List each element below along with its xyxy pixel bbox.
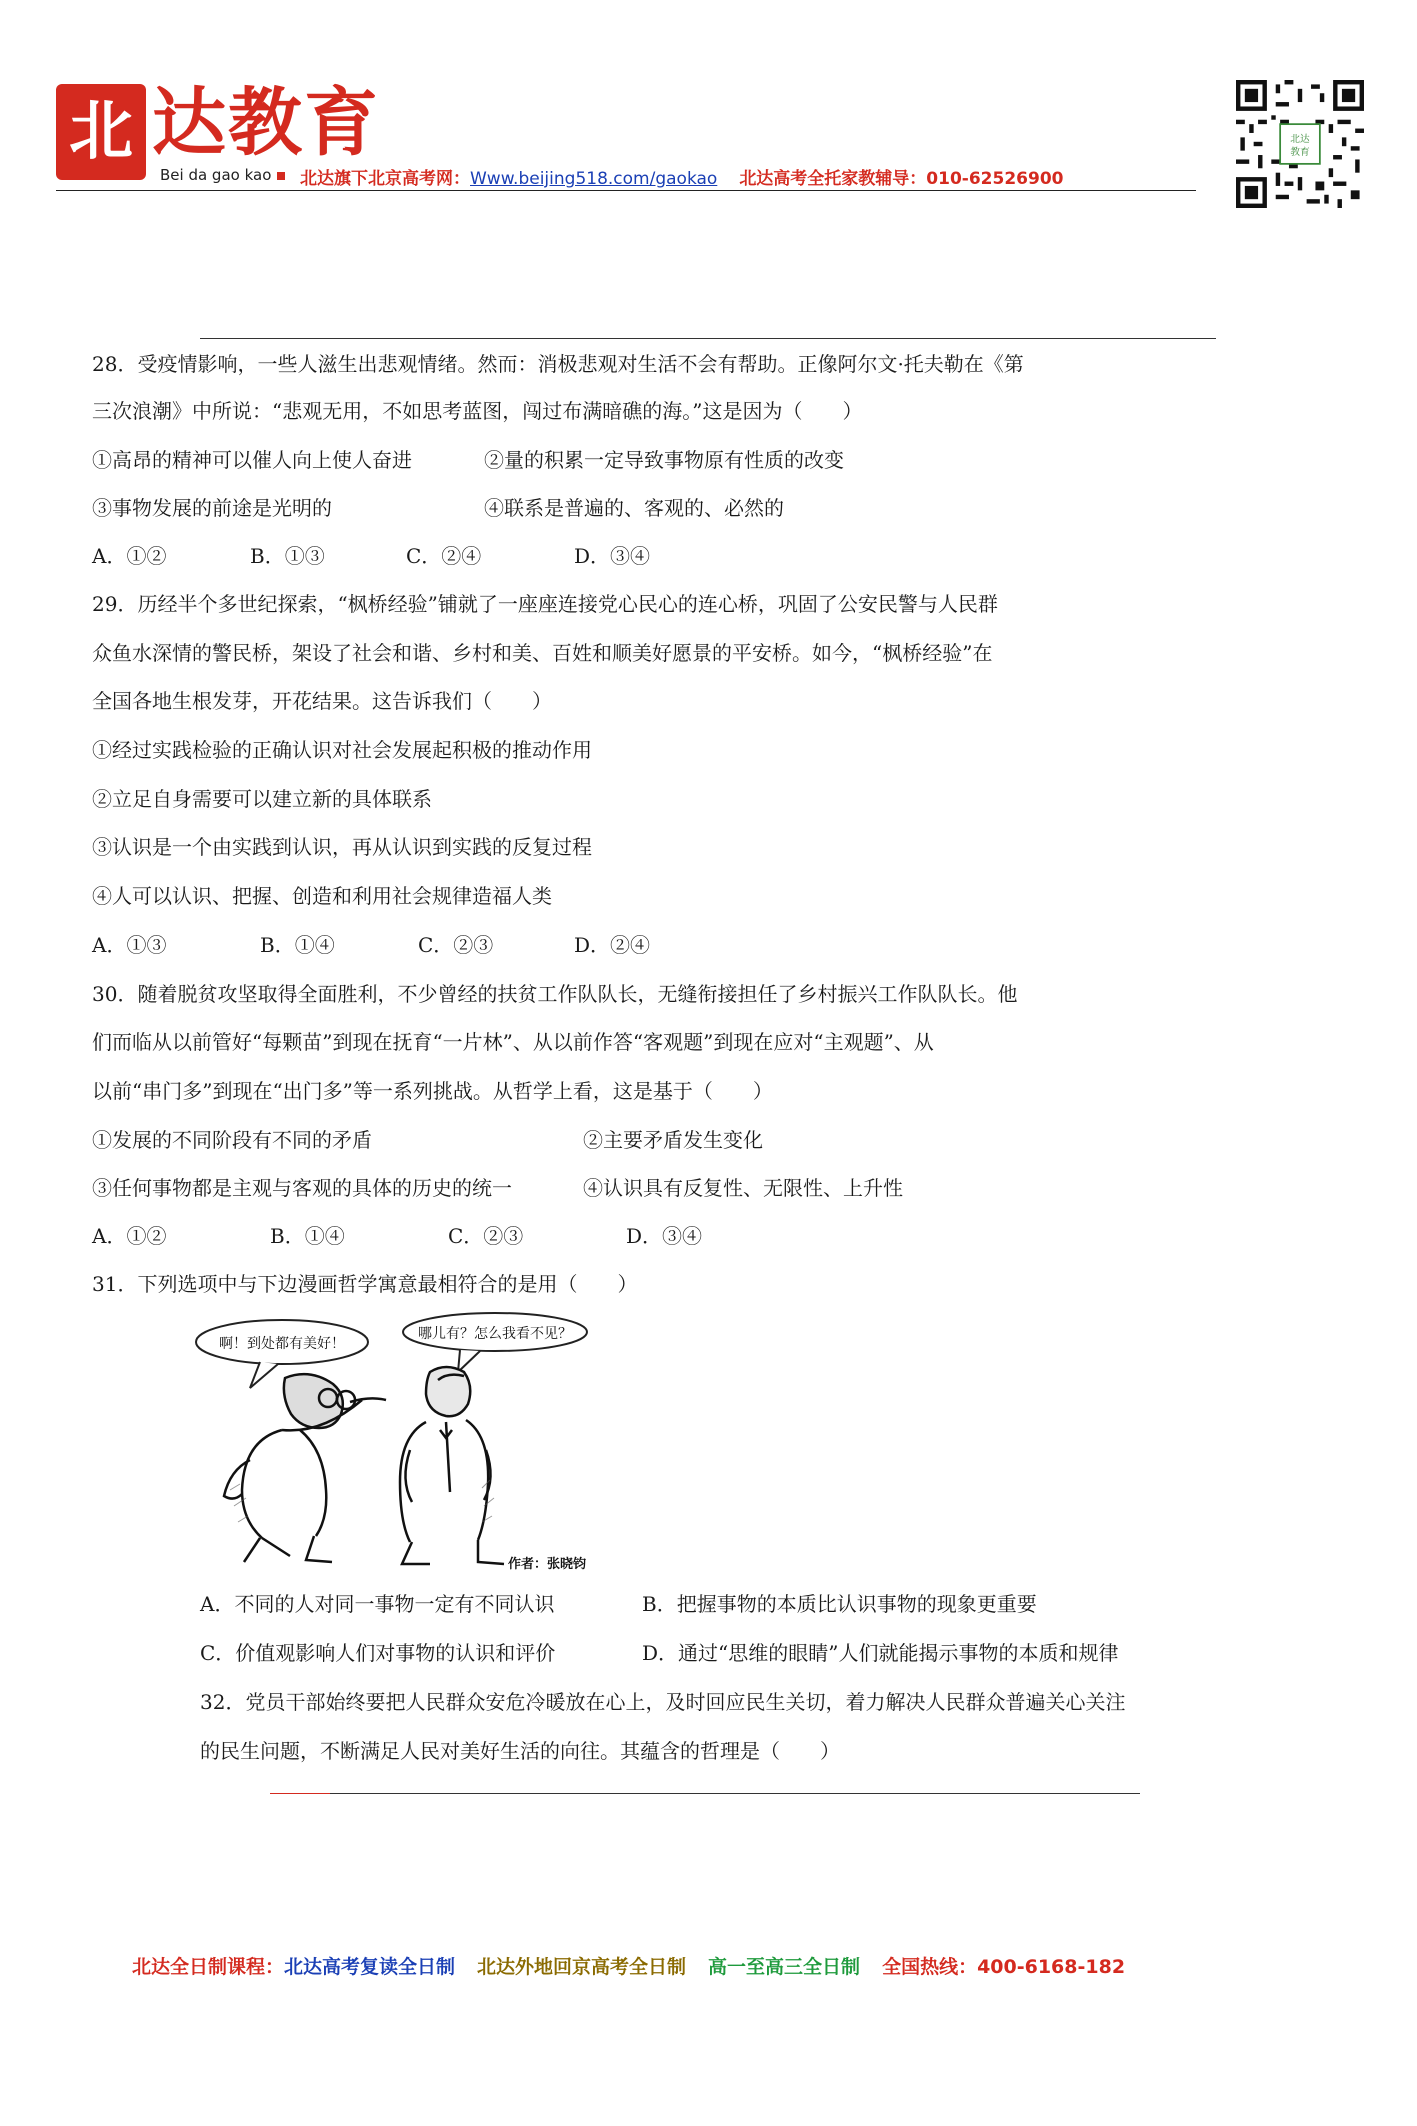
cartoon-illustration (190, 1310, 630, 1578)
q30-stem-line1: 30．随着脱贫攻坚取得全面胜利，不少曾经的扶贫工作队队长，无缝衔接担任了乡村振兴工作队队长。他 (92, 982, 1018, 1006)
svg-text:北达: 北达 (1290, 133, 1310, 145)
footer-hotline: 全国热线：400-6168-182 (882, 1956, 1126, 1978)
q30-statement-1: ①发展的不同阶段有不同的矛盾 (92, 1128, 372, 1152)
q30-stem-line2: 们而临从以前管好“每颗苗”到现在抚育“一片林”、从以前作答“客观题”到现在应对“主观题”、从 (92, 1030, 934, 1054)
q30-statement-2: ②主要矛盾发生变化 (583, 1128, 763, 1152)
q31-option-c[interactable]: C．价值观影响人们对事物的认识和评价 (200, 1641, 556, 1665)
q29-option-a[interactable]: A．①③ (92, 933, 167, 957)
logo-mark: 北 (56, 84, 146, 180)
q28-statement-2: ②量的积累一定导致事物原有性质的改变 (484, 448, 844, 472)
bubble-right-text: 哪儿有？怎么我看不见？ (418, 1326, 572, 1342)
q28-option-c[interactable]: C．②④ (406, 544, 482, 568)
q28-statement-4: ④联系是普遍的、客观的、必然的 (484, 496, 784, 520)
svg-text:教育: 教育 (1290, 147, 1310, 159)
content-bottom-rule (270, 1793, 1140, 1794)
site-link[interactable]: Www.beijing518.com/gaokao (470, 169, 718, 189)
footer-bar (132, 1952, 1147, 1979)
footer-course-2[interactable]: 北达外地回京高考全日制 (477, 1956, 687, 1978)
q30-stem-line3: 以前“串门多”到现在“出门多”等一系列挑战。从哲学上看，这是基于（ ） (92, 1079, 773, 1103)
square-bullet-icon (277, 172, 285, 180)
q32-stem-line1: 32．党员干部始终要把人民群众安危冷暖放在心上，及时回应民生关切，着力解决人民群众普遍关心关注 (200, 1690, 1126, 1714)
q32-stem-line2: 的民生问题，不断满足人民对美好生活的向往。其蕴含的哲理是（ ） (200, 1739, 840, 1763)
header-divider (56, 190, 1196, 191)
q28-option-a[interactable]: A．①② (92, 544, 167, 568)
q29-statement-3: ③认识是一个由实践到认识，再从认识到实践的反复过程 (92, 835, 592, 859)
q29-stem-line3: 全国各地生根发芽，开花结果。这告诉我们（ ） (92, 689, 552, 713)
q30-option-b[interactable]: B．①④ (270, 1224, 345, 1248)
q29-option-d[interactable]: D．②④ (574, 933, 651, 957)
cartoon-credit: 作者：张晓钧 (508, 1557, 587, 1572)
content-top-rule (200, 338, 1216, 339)
q31-option-d[interactable]: D．通过“思维的眼睛”人们就能揭示事物的本质和规律 (642, 1641, 1119, 1665)
q28-option-d[interactable]: D．③④ (574, 544, 651, 568)
header-site-line (300, 164, 1063, 189)
q31-option-b[interactable]: B．把握事物的本质比认识事物的现象更重要 (642, 1592, 1037, 1616)
logo-pinyin: Bei da gao kao (160, 166, 285, 184)
q29-stem-line1: 29．历经半个多世纪探索，“枫桥经验”铺就了一座座连接党心民心的连心桥，巩固了公安民警与人民群 (92, 592, 998, 616)
q30-statement-3: ③任何事物都是主观与客观的具体的历史的统一 (92, 1176, 512, 1200)
q28-option-b[interactable]: B．①③ (250, 544, 325, 568)
q29-option-b[interactable]: B．①④ (260, 933, 335, 957)
q28-statement-3: ③事物发展的前途是光明的 (92, 496, 332, 520)
q28-stem-line1: 28．受疫情影响，一些人滋生出悲观情绪。然而：消极悲观对生活不会有帮助。正像阿尔文·托夫勒在《第 (92, 352, 1024, 376)
q28-statement-1: ①高昂的精神可以催人向上使人奋进 (92, 448, 412, 472)
q29-statement-2: ②立足自身需要可以建立新的具体联系 (92, 787, 432, 811)
q31-option-a[interactable]: A．不同的人对同一事物一定有不同认识 (200, 1592, 555, 1616)
q28-stem-line2: 三次浪潮》中所说：“悲观无用，不如思考蓝图，闯过布满暗礁的海。”这是因为（ ） (92, 399, 863, 423)
q30-statement-4: ④认识具有反复性、无限性、上升性 (583, 1176, 903, 1200)
q30-option-a[interactable]: A．①② (92, 1224, 167, 1248)
q29-statement-1: ①经过实践检验的正确认识对社会发展起积极的推动作用 (92, 738, 592, 762)
q31-stem: 31．下列选项中与下边漫画哲学寓意最相符合的是用（ ） (92, 1272, 638, 1296)
footer-course-3[interactable]: 高一至高三全日制 (708, 1956, 861, 1978)
bubble-left-text: 啊！到处都有美好！ (219, 1336, 345, 1352)
q29-option-c[interactable]: C．②③ (418, 933, 494, 957)
qr-code-icon (1236, 80, 1364, 208)
q30-option-c[interactable]: C．②③ (448, 1224, 524, 1248)
q29-statement-4: ④人可以认识、把握、创造和利用社会规律造福人类 (92, 884, 552, 908)
q30-option-d[interactable]: D．③④ (626, 1224, 703, 1248)
footer-label: 北达全日制课程： (132, 1956, 285, 1978)
tutor-line: 北达高考全托家教辅导：010-62526900 (739, 169, 1064, 189)
logo-text: 达教育 (152, 80, 380, 166)
footer-course-1[interactable]: 北达高考复读全日制 (284, 1956, 456, 1978)
q29-stem-line2: 众鱼水深情的警民桥，架设了社会和谐、乡村和美、百姓和顺美好愿景的平安桥。如今，“枫桥经验”在 (92, 641, 993, 665)
site-prefix: 北达旗下北京高考网： (300, 169, 470, 189)
